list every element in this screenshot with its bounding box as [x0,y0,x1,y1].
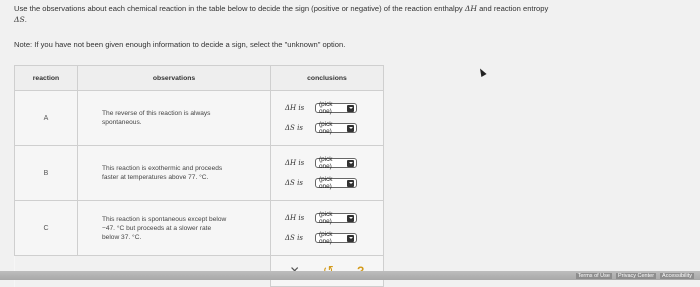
observation-cell [78,91,271,146]
footer-link-privacy[interactable]: Privacy Center [617,272,655,279]
select-value: (pick one) [319,121,333,135]
select-value: (pick one) [319,231,333,245]
chevron-down-icon [347,125,354,132]
chevron-down-icon [347,215,354,222]
header-observations: observations [78,66,271,91]
reaction-label: A [15,91,78,146]
chevron-down-icon [347,180,354,187]
entropy-symbol: ΔS [14,15,25,24]
note-text: Note: If you have not been given enough information to decide a sign, select the "unknown" option. [14,40,346,49]
enthalpy-symbol: ΔH [464,4,477,13]
select-value: (pick one) [319,156,333,170]
header-conclusions: conclusions [271,66,384,91]
entropy-label: ΔS is [285,124,303,132]
conclusion-cell [271,91,384,146]
enthalpy-select[interactable] [315,213,357,223]
header-row [15,66,384,91]
chevron-down-icon [347,235,354,242]
enthalpy-label: ΔH is [285,214,305,222]
observation-line: −47. °C but proceeds at a slower rate [102,224,212,232]
observation-line: faster at temperatures above 77. °C. [102,174,209,181]
observation-line: This reaction is exothermic and proceeds [102,165,223,172]
entropy-select[interactable] [315,123,357,133]
instructions-text-2: and reaction entropy [476,4,549,13]
observation-cell [78,201,271,256]
entropy-select[interactable] [315,178,357,188]
enthalpy-label: ΔH is [285,104,305,112]
footer-links [576,271,694,280]
table-row [15,91,384,146]
chevron-down-icon [347,105,354,112]
chevron-down-icon [347,160,354,167]
observation-line: below 37. °C. [102,233,142,241]
enthalpy-select[interactable] [315,103,357,113]
observation-cell [78,146,271,201]
entropy-select[interactable] [315,233,357,243]
footer-link-accessibility[interactable]: Accessibility [662,272,692,279]
select-value: (pick one) [319,101,333,115]
header-reaction: reaction [15,66,78,91]
table-row [15,146,384,201]
observation-line: spontaneous. [102,119,142,126]
footer-link-terms[interactable]: Terms of Use [577,272,610,279]
conclusion-cell [271,201,384,256]
observation-line: This reaction is spontaneous except below [102,215,227,223]
instructions-text-3: . [24,15,27,24]
instructions [14,3,694,25]
select-value: (pick one) [319,176,333,190]
enthalpy-label: ΔH is [285,159,305,167]
select-value: (pick one) [319,211,333,225]
instructions-text-1: Use the observations about each chemical reaction in the table below to decide the sign (positive or negative) of the reaction enthalpy [14,4,465,13]
mouse-cursor-icon [477,67,486,77]
enthalpy-select[interactable] [315,158,357,168]
reaction-label: B [15,146,78,201]
reaction-label: C [15,201,78,256]
table-row [15,201,384,256]
observations-table [14,65,384,287]
entropy-label: ΔS is [285,234,303,242]
entropy-label: ΔS is [285,179,303,187]
observation-line: The reverse of this reaction is always [102,110,211,117]
conclusion-cell [271,146,384,201]
